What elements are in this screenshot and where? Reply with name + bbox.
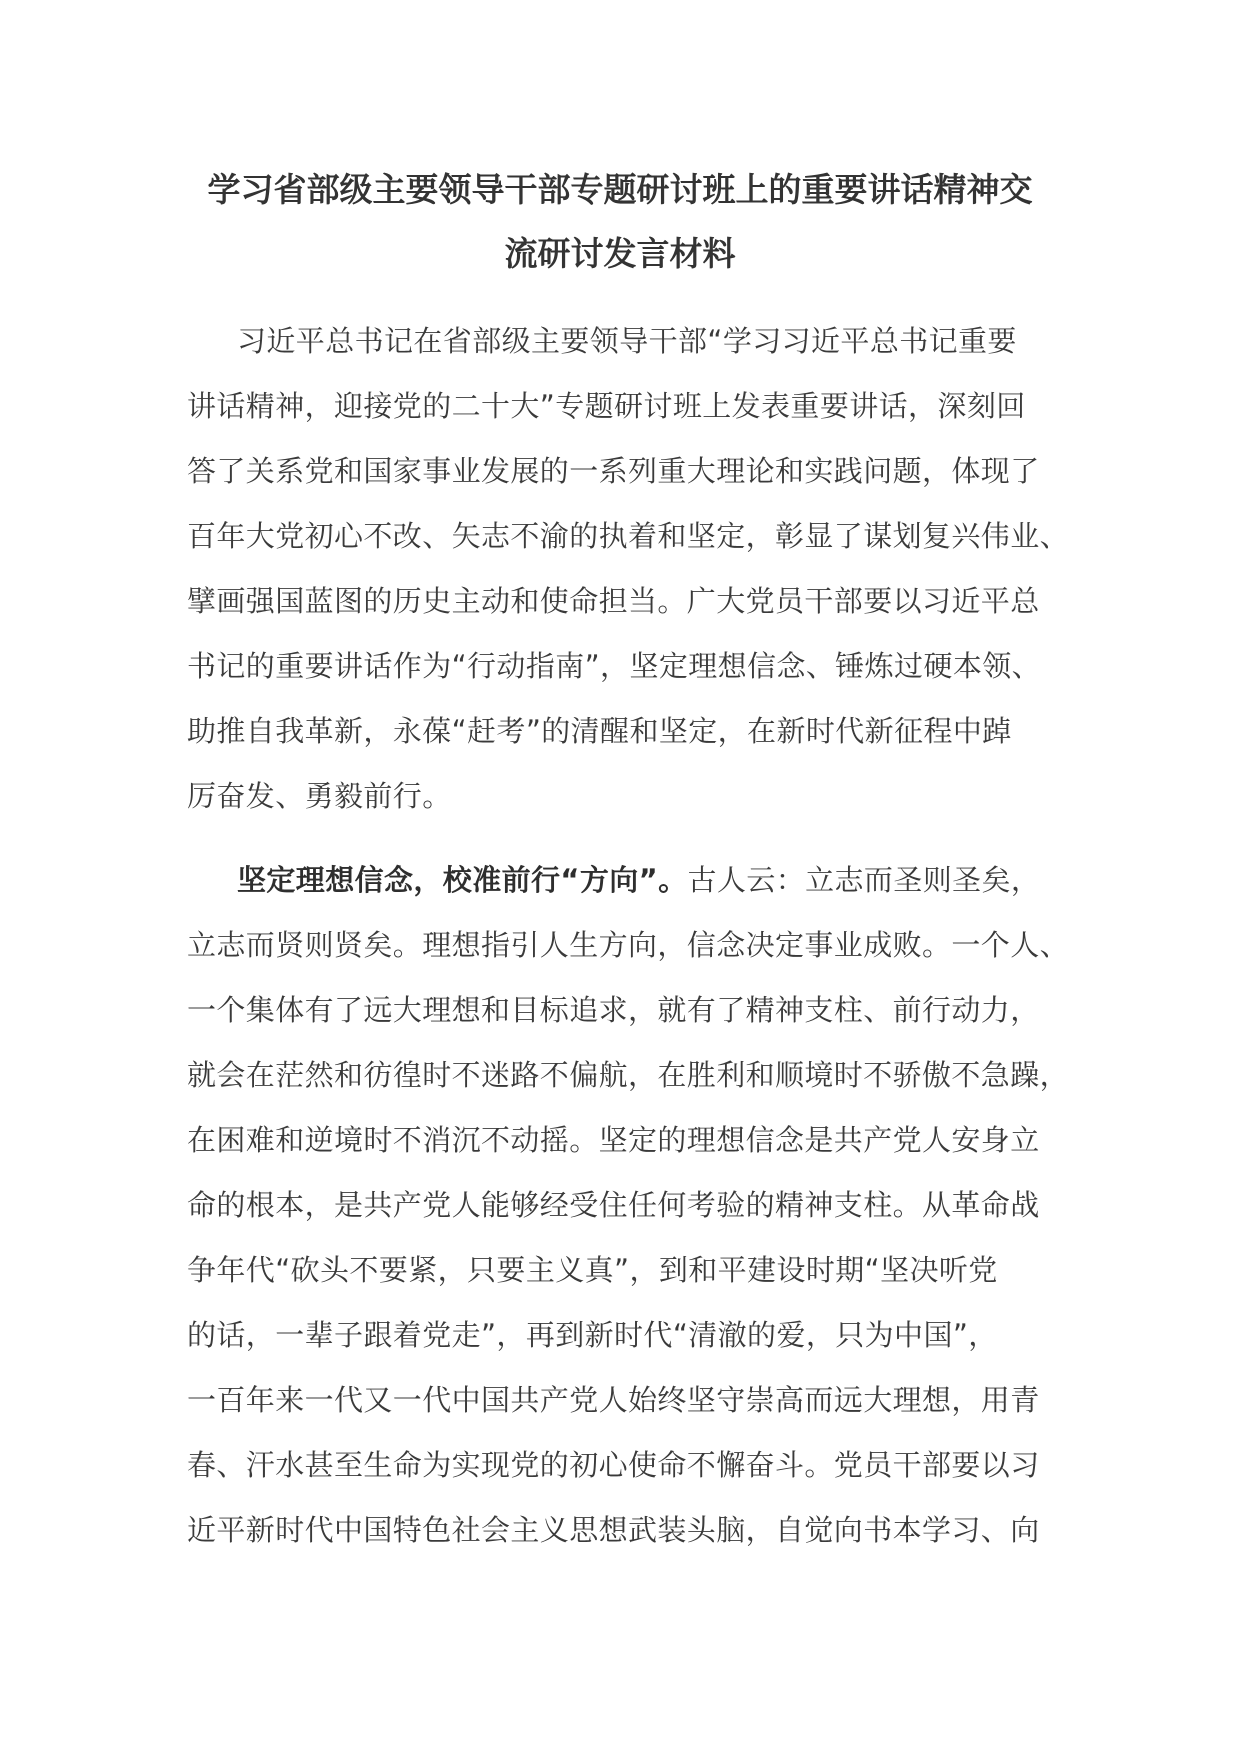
document-title [150,158,1090,286]
paragraph-line: 立志而贤则贤矣。理想指引人生方向，信念决定事业成败。一个人、 [187,928,1070,962]
paragraph-line: 书记的重要讲话作为“行动指南”，坚定理想信念、锤炼过硬本领、 [187,649,1042,683]
paragraph-line: 助推自我革新，永葆“赶考”的清醒和坚定，在新时代新征程中踔 [187,714,1012,748]
title-line: 流研讨发言材料 [504,234,736,273]
paragraph-line: 近平新时代中国特色社会主义思想武装头脑，自觉向书本学习、向 [187,1513,1040,1547]
paragraph-line: 答了关系党和国家事业发展的一系列重大理论和实践问题，体现了 [187,454,1040,488]
paragraph-line: 百年大党初心不改、矢志不渝的执着和坚定，彰显了谋划复兴伟业、 [187,519,1070,553]
paragraph-line: 就会在茫然和彷徨时不迷路不偏航，在胜利和顺境时不骄傲不急躁， [187,1058,1070,1092]
paragraph-line: 春、汗水甚至生命为实现党的初心使命不懈奋斗。党员干部要以习 [187,1448,1040,1482]
paragraph-line [187,848,1057,913]
paragraph-line: 擘画强国蓝图的历史主动和使命担当。广大党员干部要以习近平总 [187,584,1040,618]
title-line: 学习省部级主要领导干部专题研讨班上的重要讲话精神交 [207,170,1033,209]
paragraph-text: 古人云：立志而圣则圣矣， [687,863,1041,897]
paragraph-line: 习近平总书记在省部级主要领导干部“学习习近平总书记重要 [237,324,1017,358]
paragraph-line: 命的根本，是共产党人能够经受住任何考验的精神支柱。从革命战 [187,1188,1040,1222]
paragraph-line: 一百年来一代又一代中国共产党人始终坚守崇高而远大理想，用青 [187,1383,1040,1417]
section-heading: 坚定理想信念，校准前行“方向”。 [237,863,688,897]
paragraph-line: 的话，一辈子跟着党走”，再到新时代“清澈的爱，只为中国”， [187,1318,998,1352]
paragraph-line: 争年代“砍头不要紧，只要主义真”，到和平建设时期“坚决听党 [187,1253,998,1287]
paragraph-line: 在困难和逆境时不消沉不动摇。坚定的理想信念是共产党人安身立 [187,1123,1040,1157]
paragraph-line: 厉奋发、勇毅前行。 [187,779,452,813]
paragraph-intro [187,309,1070,829]
paragraph-line: 讲话精神，迎接党的二十大”专题研讨班上发表重要讲话，深刻回 [187,389,1026,423]
paragraph-line: 一个集体有了远大理想和目标追求，就有了精神支柱、前行动力， [187,993,1040,1027]
paragraph-ideals [187,848,1070,1563]
